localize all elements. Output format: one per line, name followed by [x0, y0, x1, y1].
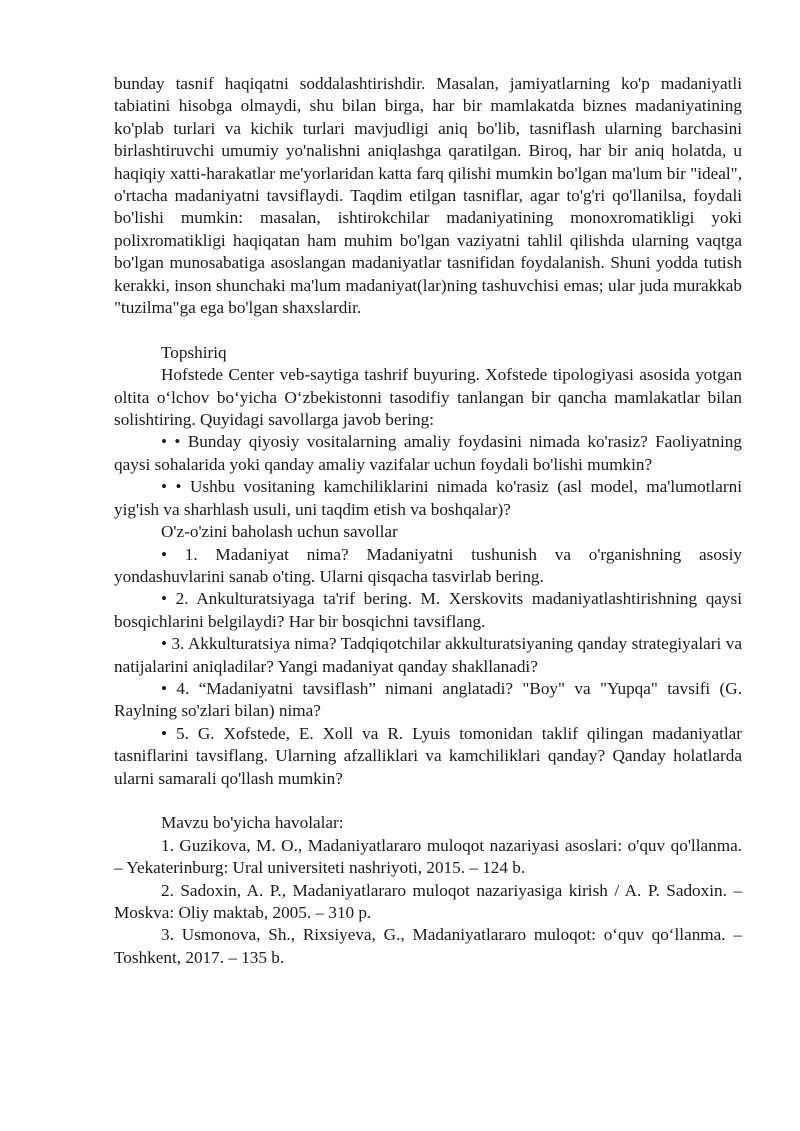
task-intro: Hofstede Center veb-saytiga tashrif buyuring. Xofstede tipologiyasi asosida yotgan oltita o‘lchov bo‘yicha O‘zbekistonni tasodifiy tanlangan bir qancha mamlakatlar bilan solishtiring. Quyidagi savollarga javob bering: — [114, 365, 742, 430]
reference-item-3: 3. Usmonova, Sh., Rixsiyeva, G., Madaniyatlararo muloqot: o‘quv qo‘llanma. – Toshkent, 2017. – 135 b. — [114, 925, 742, 967]
task-question-1: • • Bunday qiyosiy vositalarning amaliy foydasini nimada ko'rasiz? Faoliyatning qaysi sohalarida yoki qanday amaliy vazifalar uchun foydali bo'lishi mumkin? — [114, 432, 742, 474]
self-check-question-4: • 4. “Madaniyatni tavsiflash” nimani anglatadi? "Boy" va "Yupqa" tavsifi (G. Raylning so'zlari bilan) nima? — [114, 678, 742, 721]
references-heading: Mavzu bo'yicha havolalar: — [161, 813, 344, 833]
task-heading: Topshiriq — [161, 342, 227, 362]
self-check-question-5: • 5. G. Xofstede, E. Xoll va R. Lyuis tomonidan taklif qilingan madaniyatlar tasniflarini tavsiflang. Ularning afzalliklari va kamchiliklari qanday? Qanday holatlarda ularni samarali qo'llash mumkin? — [114, 723, 742, 788]
spacer — [114, 319, 742, 341]
document-page — [114, 73, 742, 969]
self-check-question-1: • 1. Madaniyat nima? Madaniyatni tushunish va o'rganishning asosiy yondashuvlarini sanab o'ting. Ularni qisqacha tasvirlab bering. — [114, 544, 742, 586]
self-check-question-2: • 2. Ankulturatsiyaga ta'rif bering. M. Xerskovits madaniyatlashtirishning qaysi bosqichlarini belgilaydi? Har bir bosqichni tavsiflang. — [114, 589, 742, 631]
spacer — [114, 790, 742, 812]
self-check-heading: O'z-o'zini baholash uchun savollar — [161, 522, 398, 542]
reference-item-1: 1. Guzikova, M. O., Madaniyatlararo muloqot nazariyasi asoslari: o'quv qo'llanma. – Yekaterinburg: Ural universiteti nashriyoti, 2015. – 124 b. — [114, 835, 742, 878]
task-question-2: • • Ushbu vositaning kamchiliklarini nimada ko'rasiz (asl model, ma'lumotlarni yig'ish va sharhlash usuli, uni taqdim etish va boshqalar)? — [114, 477, 742, 519]
intro-paragraph: bunday tasnif haqiqatni soddalashtirishdir. Masalan, jamiyatlarning ko'p madaniyatli tabiatini hisobga olmaydi, shu bilan birga, har bir mamlakatda biznes madaniyatining ko'plab turlari va kichik turlari mavjudligi aniq bo'lib, tasniflash ularning barchasini birlashtiruvchi umumiy yo'nalishni aniqlashga qaratilgan. Biroq, har bir aniq holatda, u haqiqiy xatti-harakatlar me'yorlaridan katta farq qilishi mumkin bo'lgan ma'lum bir "ideal", o'rtacha madaniyatni tavsiflaydi. Taqdim etilgan tasniflar, agar to'g'ri qo'llanilsa, foydali bo'lishi mumkin: masalan, ishtirokchilar madaniyatining monoxromatikligi yoki polixromatikligi haqiqatan ham muhim bo'lgan vaziyatni tahlil qilishda ularning vaqtga bo'lgan munosabatiga asoslangan madaniyatlar tasnifidan foydalanish. Shuni yodda tutish kerakki, inson shunchaki ma'lum madaniyat(lar)ning tashuvchisi emas; ular juda murakkab "tuzilma"ga ega bo'lgan shaxslardir. — [114, 74, 742, 318]
reference-item-2: 2. Sadoxin, A. P., Madaniyatlararo muloqot nazariyasiga kirish / A. P. Sadoxin. – Moskva: Oliy maktab, 2005. – 310 p. — [114, 880, 742, 922]
self-check-question-3: • 3. Akkulturatsiya nima? Tadqiqotchilar akkulturatsiyaning qanday strategiyalari va natijalarini aniqladilar? Yangi madaniyat qanday shakllanadi? — [114, 634, 742, 676]
